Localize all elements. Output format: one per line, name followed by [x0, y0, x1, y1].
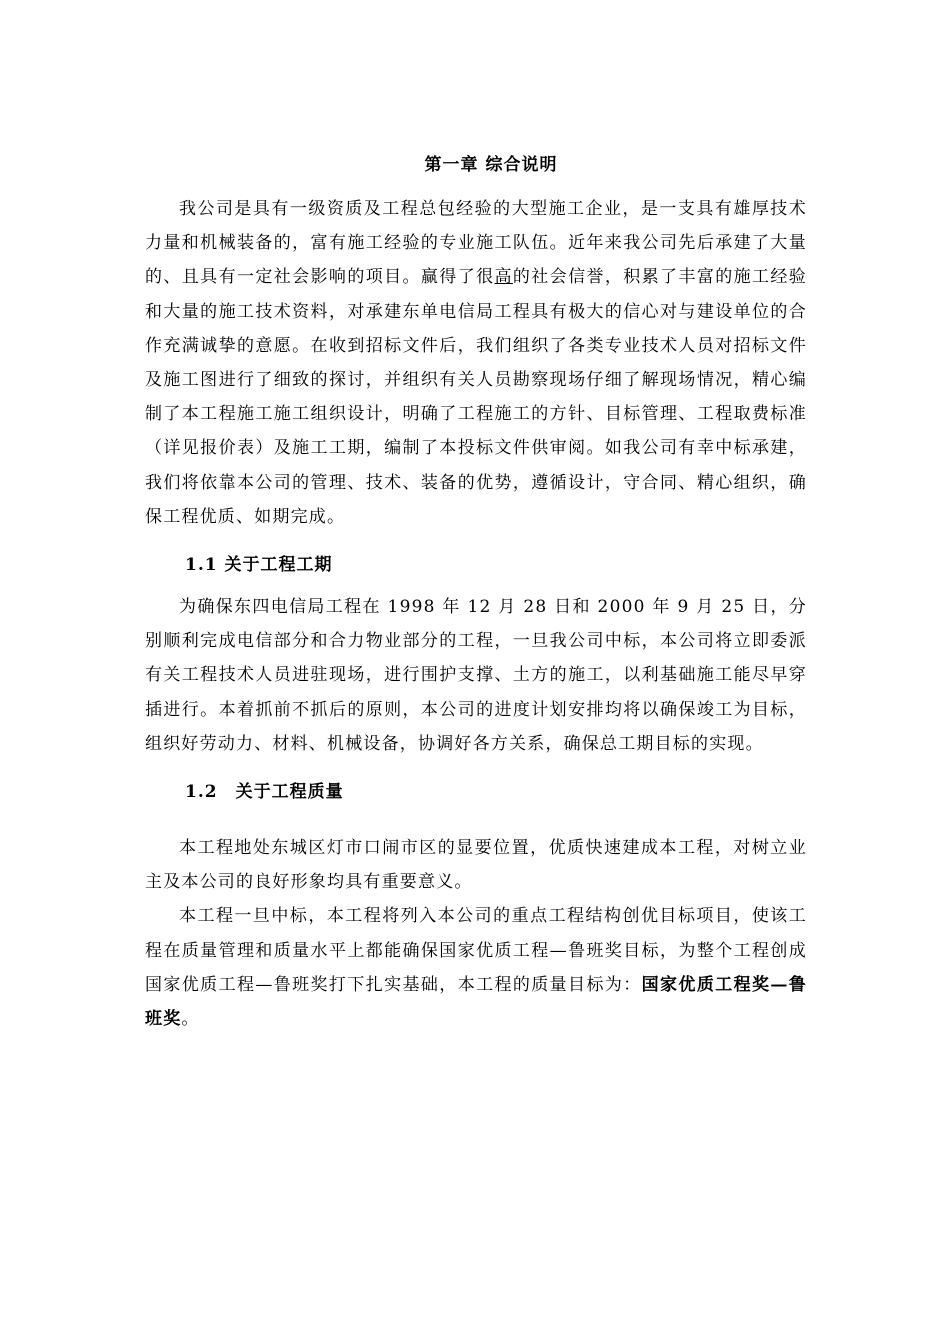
chapter-title: 第一章 综合说明 — [424, 155, 558, 175]
section-1-1-paragraph: 为确保东四电信局工程在 1998 年 12 月 28 日和 2000 年 9 月 25 日，分别顺利完成电信部分和合力物业部分的工程，一旦我公司中标，本公司将立即委派有关工程技术人员进驻现场，进行围护支撑、土方的施工，以利基础施工能尽早穿插进行。本着抓前不抓后的原则，本公司的进度计划安排均将以确保竣工为目标，组织好劳动力、材料、机械设备，协调好各方关系，确保总工期目标的实现。 — [145, 597, 807, 754]
spacer — [145, 582, 807, 590]
section-1-1-title: 1.1 关于工程工期 — [185, 555, 333, 576]
quality-goal-bold: 国家优质工程奖—鲁班奖 — [145, 974, 807, 1030]
intro-underlined-char: 高 — [494, 267, 513, 288]
chapter-intro-paragraph — [145, 192, 807, 534]
spacer — [145, 761, 807, 775]
section-1-2-title: 1.2 关于工程质量 — [185, 782, 344, 803]
section-1-2-paragraph-2 — [145, 899, 807, 1036]
spacer — [145, 534, 807, 548]
intro-text-before: 我公司是具有一级资质及工程总包经验的大型施工企业，是一支具有雄厚技术力量和机械装备的，富有施工经验的专业施工队伍。近年来我公司先后承建了大量的、且具有一定社会影响的项目。赢得了很 — [145, 199, 807, 288]
section-1-2-paragraph-1: 本工程地处东城区灯市口闹市区的显要位置，优质快速建成本工程，对树立业主及本公司的良好形象均具有重要意义。 — [145, 838, 807, 893]
document-content — [145, 148, 807, 1036]
spacer — [145, 809, 807, 831]
intro-text-after: 的社会信誉，积累了丰富的施工经验和大量的施工技术资料，对承建东单电信局工程具有极大的信心对与建设单位的合作充满诚挚的意愿。在收到招标文件后，我们组织了各类专业技术人员对招标文件及施工图进行了细致的探讨，并组织有关人员勘察现场仔细了解现场情况，精心编制了本工程施工施工组织设计，明确了工程施工的方针、目标管理、工程取费标准（详见报价表）及施工工期，编制了本投标文件供审阅。如我公司有幸中标承建，我们将依靠本公司的管理、技术、装备的优势，遵循设计，守合同、精心组织，确保工程优质、如期完成。 — [145, 267, 807, 527]
quality-text-after: 。 — [181, 1009, 200, 1030]
quality-text-before: 本工程一旦中标，本工程将列入本公司的重点工程结构创优目标项目，使该工程在质量管理和质量水平上都能确保国家优质工程—鲁班奖目标，为整个工程创成国家优质工程—鲁班奖打下扎实基础，本工程的质量目标为： — [145, 906, 807, 995]
